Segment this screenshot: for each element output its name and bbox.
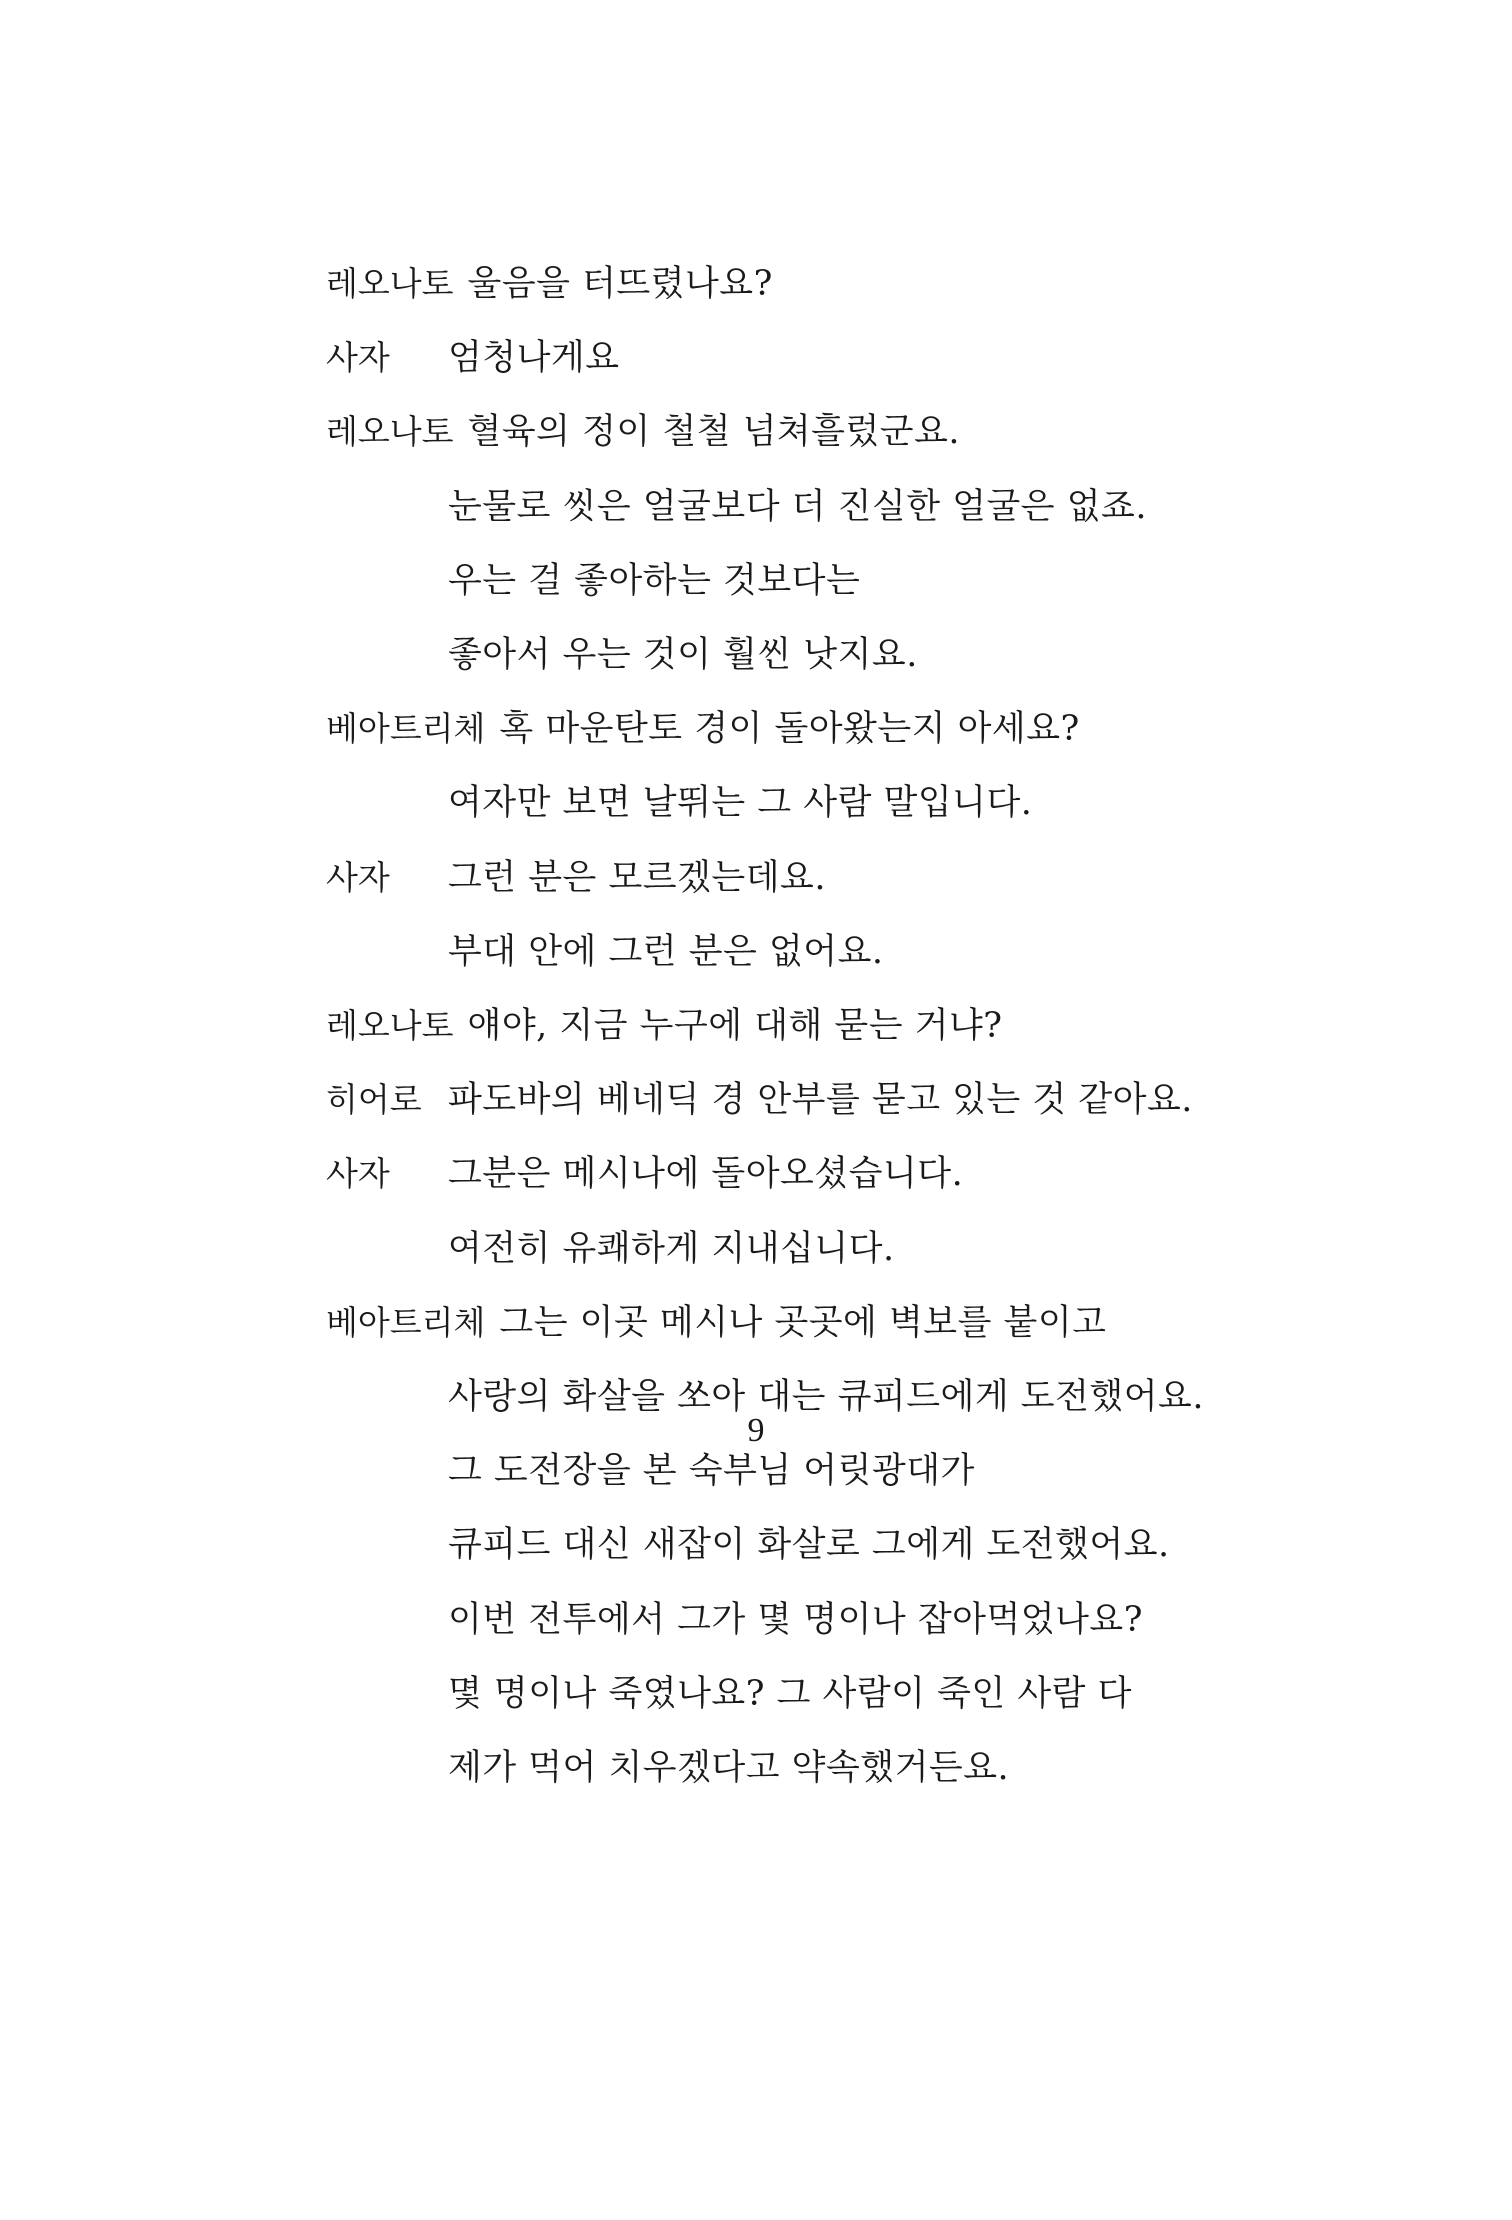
dialogue-text: 여자만 보면 날뛰는 그 사람 말입니다. <box>448 783 1033 823</box>
dialogue-line <box>326 986 1326 1060</box>
dialogue-line <box>448 615 1448 689</box>
dialogue-line <box>326 1283 1326 1357</box>
dialogue-line <box>326 318 1326 392</box>
dialogue-line <box>326 392 1326 466</box>
dialogue-text: 그런 분은 모르겠는데요. <box>448 858 826 898</box>
dialogue-text: 여전히 유쾌하게 지내십니다. <box>448 1229 895 1269</box>
dialogue-text: 그 도전장을 본 숙부님 어릿광대가 <box>448 1451 975 1491</box>
dialogue-line <box>448 1580 1448 1654</box>
page-number: 9 <box>747 1412 765 1449</box>
dialogue-text: 그분은 메시나에 돌아오셨습니다. <box>448 1154 964 1194</box>
dialogue-text: 몇 명이나 죽였나요? 그 사람이 죽인 사람 다 <box>448 1674 1132 1714</box>
dialogue-text: 이번 전투에서 그가 몇 명이나 잡아먹었나요? <box>448 1600 1143 1640</box>
dialogue-text: 엄청나게요 <box>448 338 620 378</box>
speaker-name: 사자 <box>326 337 390 377</box>
dialogue-line <box>326 244 1326 318</box>
dialogue-line <box>448 1209 1448 1283</box>
dialogue-line <box>448 467 1448 541</box>
dialogue-line <box>448 1654 1448 1728</box>
speaker-name: 사자 <box>326 857 390 897</box>
dialogue-line <box>326 689 1326 763</box>
dialogue-text: 큐피드 대신 새잡이 화살로 그에게 도전했어요. <box>448 1525 1170 1565</box>
dialogue-line <box>326 1134 1326 1208</box>
speaker-name: 레오나토 <box>326 411 454 451</box>
dialogue-line <box>448 1505 1448 1579</box>
dialogue-text: 좋아서 우는 것이 훨씬 낫지요. <box>448 635 918 675</box>
dialogue-text: 울음을 터뜨렸나요? <box>467 264 773 304</box>
dialogue-text: 부대 안에 그런 분은 없어요. <box>448 932 884 972</box>
dialogue-line <box>448 912 1448 986</box>
dialogue-text: 눈물로 씻은 얼굴보다 더 진실한 얼굴은 없죠. <box>448 487 1147 527</box>
speaker-name: 히어로 <box>326 1079 422 1119</box>
dialogue-text: 파도바의 베네딕 경 안부를 묻고 있는 것 같아요. <box>448 1080 1193 1120</box>
dialogue-text: 우는 걸 좋아하는 것보다는 <box>448 561 861 601</box>
dialogue-line <box>326 1060 1326 1134</box>
dialogue-text: 제가 먹어 치우겠다고 약속했거든요. <box>448 1748 1010 1788</box>
dialogue-line <box>448 541 1448 615</box>
speaker-name: 베아트리체 <box>326 708 486 748</box>
dialogue-line <box>448 1728 1448 1802</box>
speaker-name: 레오나토 <box>326 1005 454 1045</box>
dialogue-text: 얘야, 지금 누구에 대해 묻는 거냐? <box>467 1006 1003 1046</box>
dialogue-text: 혹 마운탄토 경이 돌아왔는지 아세요? <box>499 709 1080 749</box>
speaker-name: 사자 <box>326 1153 390 1193</box>
dialogue-line <box>448 763 1448 837</box>
dialogue-line <box>326 838 1326 912</box>
dialogue-text: 혈육의 정이 철철 넘쳐흘렀군요. <box>467 412 961 452</box>
dialogue-text: 그는 이곳 메시나 곳곳에 벽보를 붙이고 <box>499 1303 1107 1343</box>
speaker-name: 베아트리체 <box>326 1302 486 1342</box>
speaker-name: 레오나토 <box>326 263 454 303</box>
dialogue-text: 사랑의 화살을 쏘아 대는 큐피드에게 도전했어요. <box>448 1377 1204 1417</box>
